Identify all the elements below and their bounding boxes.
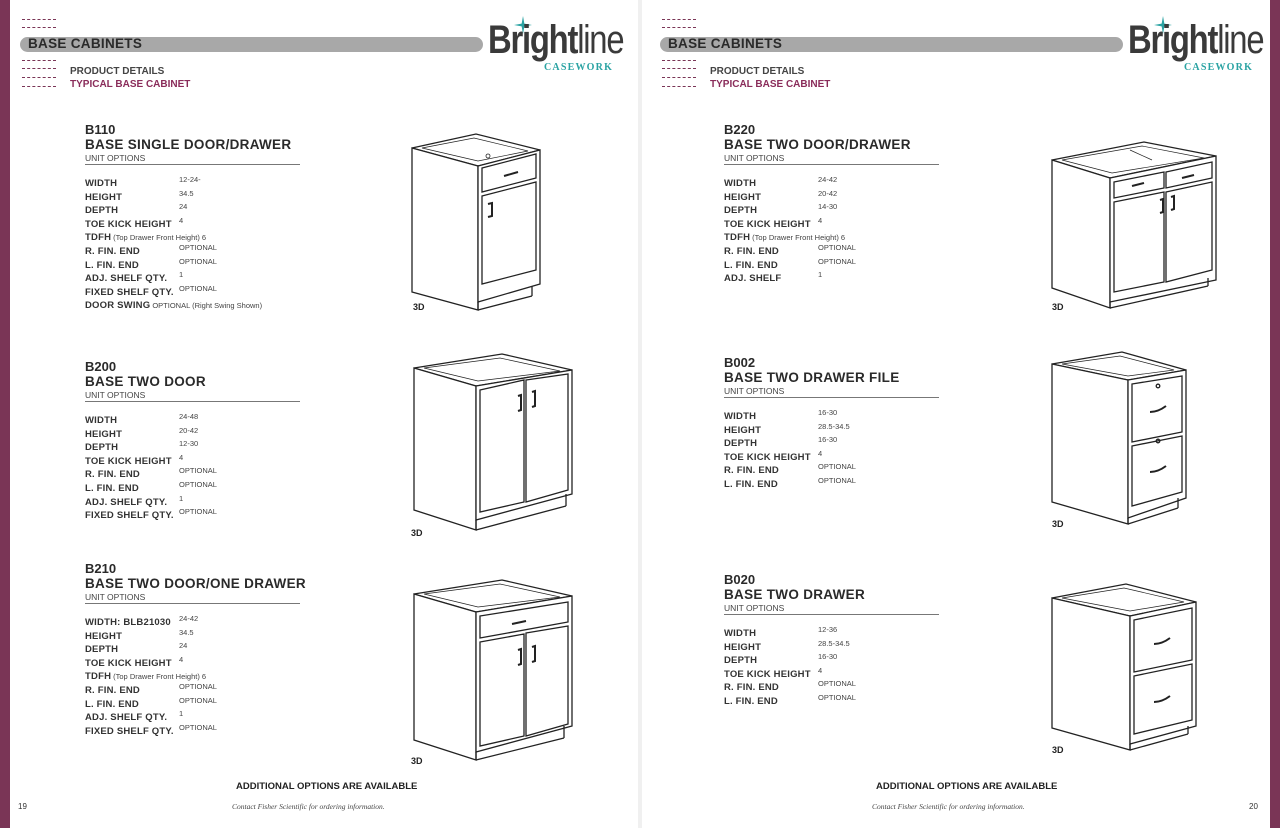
spec-row: R. FIN. END OPTIONAL (724, 242, 856, 257)
spec-row: R. FIN. END OPTIONAL (724, 679, 856, 694)
section-header-bar (660, 37, 1123, 52)
product-b210 (85, 561, 306, 737)
dash-decoration (662, 68, 696, 69)
spec-row: ADJ. SHELF 1 (724, 270, 823, 285)
brightline-logo (1128, 16, 1268, 76)
spec-row: TOE KICK HEIGHT 4 (724, 665, 823, 680)
spec-row: WIDTH 12-36 (724, 625, 838, 639)
spec-row: DEPTH 16-30 (724, 435, 838, 450)
spec-row: FIXED SHELF QTY. OPTIONAL (85, 283, 217, 298)
spec-row: L. FIN. END OPTIONAL (85, 256, 217, 271)
product-b200 (85, 359, 305, 522)
left-page-edge (0, 0, 10, 828)
spec-row: TOE KICK HEIGHT 4 (724, 448, 823, 463)
spec-row: DEPTH 12-30 (85, 439, 199, 454)
spec-row: L. FIN. END OPTIONAL (724, 256, 856, 271)
unit-options-label: UNIT OPTIONS (724, 386, 939, 398)
unit-options-label: UNIT OPTIONS (724, 603, 939, 615)
product-code: B210 (85, 561, 117, 576)
right-page-edge (1270, 0, 1280, 828)
product-title: BASE TWO DOOR (85, 374, 206, 389)
spec-row: HEIGHT 20-42 (85, 425, 199, 440)
spec-row: WIDTH 24-42 (724, 175, 838, 189)
page-number: 20 (1249, 802, 1258, 811)
spec-row: DOOR SWING OPTIONAL (Right Swing Shown) (85, 300, 263, 312)
page-left (10, 0, 630, 828)
dash-decoration (22, 77, 56, 78)
logo-wordmark: Brightline (488, 18, 624, 62)
3d-badge: 3D (411, 756, 423, 766)
product-title: BASE TWO DOOR/DRAWER (724, 137, 911, 152)
spec-row: L. FIN. END OPTIONAL (724, 692, 856, 707)
typical-cabinet-label: TYPICAL BASE CABINET (710, 79, 831, 90)
unit-options-label: UNIT OPTIONS (85, 592, 300, 604)
product-title: BASE TWO DRAWER (724, 587, 865, 602)
dash-decoration (662, 27, 696, 28)
additional-options-note: ADDITIONAL OPTIONS ARE AVAILABLE (236, 781, 418, 792)
page-gutter (638, 0, 642, 828)
spec-row: WIDTH 24-48 (85, 412, 199, 426)
3d-badge: 3D (1052, 745, 1064, 755)
product-b220 (724, 122, 944, 285)
product-title: BASE SINGLE DOOR/DRAWER (85, 137, 292, 152)
product-b002 (724, 355, 944, 488)
page-right (650, 0, 1270, 828)
spec-row: WIDTH: BLB21030 24-42 (85, 614, 199, 628)
page-number: 19 (18, 802, 27, 811)
spec-row: TOE KICK HEIGHT 4 (85, 215, 184, 230)
section-header-bar (20, 37, 483, 52)
spec-row: R. FIN. END OPTIONAL (724, 462, 856, 477)
contact-note: Contact Fisher Scientific for ordering information. (872, 802, 1025, 811)
dash-decoration (662, 60, 696, 61)
spec-row: DEPTH 16-30 (724, 652, 838, 667)
spec-row: R. FIN. END OPTIONAL (85, 681, 217, 696)
3d-badge: 3D (413, 302, 425, 312)
dash-decoration (22, 27, 56, 28)
product-code: B002 (724, 355, 756, 370)
dash-decoration (22, 68, 56, 69)
dash-decoration (22, 86, 56, 87)
dash-decoration (662, 77, 696, 78)
product-b110 (85, 122, 305, 312)
spec-row: L. FIN. END OPTIONAL (724, 475, 856, 490)
spec-row: HEIGHT 28.5-34.5 (724, 638, 850, 653)
3d-badge: 3D (1052, 302, 1064, 312)
spec-row: TDFH (Top Drawer Front Height) 6 (85, 671, 207, 683)
product-title: BASE TWO DRAWER FILE (724, 370, 900, 385)
cabinet-two-door-one-drawer-icon (410, 576, 576, 762)
section-title: BASE CABINETS (668, 36, 783, 51)
spec-row: TDFH (Top Drawer Front Height) 6 (724, 232, 846, 244)
section-title: BASE CABINETS (28, 36, 143, 51)
unit-options-label: UNIT OPTIONS (724, 153, 939, 165)
cabinet-two-door-icon (410, 350, 576, 532)
logo-subtitle: CASEWORK (544, 62, 614, 73)
spec-row: R. FIN. END OPTIONAL (85, 466, 217, 481)
cabinet-two-drawer-icon (1048, 580, 1200, 752)
cabinet-two-drawer-file-icon (1048, 348, 1190, 526)
spec-row: HEIGHT 20-42 (724, 188, 838, 203)
product-code: B200 (85, 359, 117, 374)
dash-decoration (662, 19, 696, 20)
cabinet-single-door-drawer-icon (408, 130, 544, 312)
unit-options-label: UNIT OPTIONS (85, 153, 300, 165)
dash-decoration (662, 86, 696, 87)
spec-row: WIDTH 16-30 (724, 408, 838, 422)
spec-row: WIDTH 12-24- (85, 175, 201, 189)
spec-row: HEIGHT 28.5-34.5 (724, 421, 850, 436)
spec-row: TOE KICK HEIGHT 4 (85, 654, 184, 669)
brightline-logo (488, 16, 628, 76)
cabinet-two-door-drawer-icon (1048, 130, 1220, 310)
spec-row: DEPTH 24 (85, 641, 188, 656)
product-code: B220 (724, 122, 756, 137)
spec-row: TOE KICK HEIGHT 4 (85, 452, 184, 467)
spec-row: TDFH (Top Drawer Front Height) 6 (85, 232, 207, 244)
contact-note: Contact Fisher Scientific for ordering information. (232, 802, 385, 811)
product-title: BASE TWO DOOR/ONE DRAWER (85, 576, 306, 591)
spec-row: HEIGHT 34.5 (85, 188, 194, 203)
spec-row: DEPTH 24 (85, 202, 188, 217)
spec-row: L. FIN. END OPTIONAL (85, 479, 217, 494)
spec-row: HEIGHT 34.5 (85, 627, 194, 642)
product-code: B110 (85, 122, 116, 137)
product-details-label: PRODUCT DETAILS (710, 66, 805, 77)
spec-row: FIXED SHELF QTY. OPTIONAL (85, 722, 217, 737)
spec-row: ADJ. SHELF QTY. 1 (85, 270, 184, 285)
spec-row: L. FIN. END OPTIONAL (85, 695, 217, 710)
unit-options-label: UNIT OPTIONS (85, 390, 300, 402)
product-code: B020 (724, 572, 756, 587)
spec-row: TOE KICK HEIGHT 4 (724, 215, 823, 230)
3d-badge: 3D (1052, 519, 1064, 529)
spec-row: FIXED SHELF QTY. OPTIONAL (85, 507, 217, 522)
logo-subtitle: CASEWORK (1184, 62, 1254, 73)
additional-options-note: ADDITIONAL OPTIONS ARE AVAILABLE (876, 781, 1058, 792)
typical-cabinet-label: TYPICAL BASE CABINET (70, 79, 191, 90)
spec-row: ADJ. SHELF QTY. 1 (85, 493, 184, 508)
spec-row: R. FIN. END OPTIONAL (85, 242, 217, 257)
product-details-label: PRODUCT DETAILS (70, 66, 165, 77)
dash-decoration (22, 60, 56, 61)
spec-row: ADJ. SHELF QTY. 1 (85, 709, 184, 724)
dash-decoration (22, 19, 56, 20)
product-b020 (724, 572, 944, 705)
3d-badge: 3D (411, 528, 423, 538)
logo-wordmark: Brightline (1128, 18, 1264, 62)
spec-row: DEPTH 14-30 (724, 202, 838, 217)
